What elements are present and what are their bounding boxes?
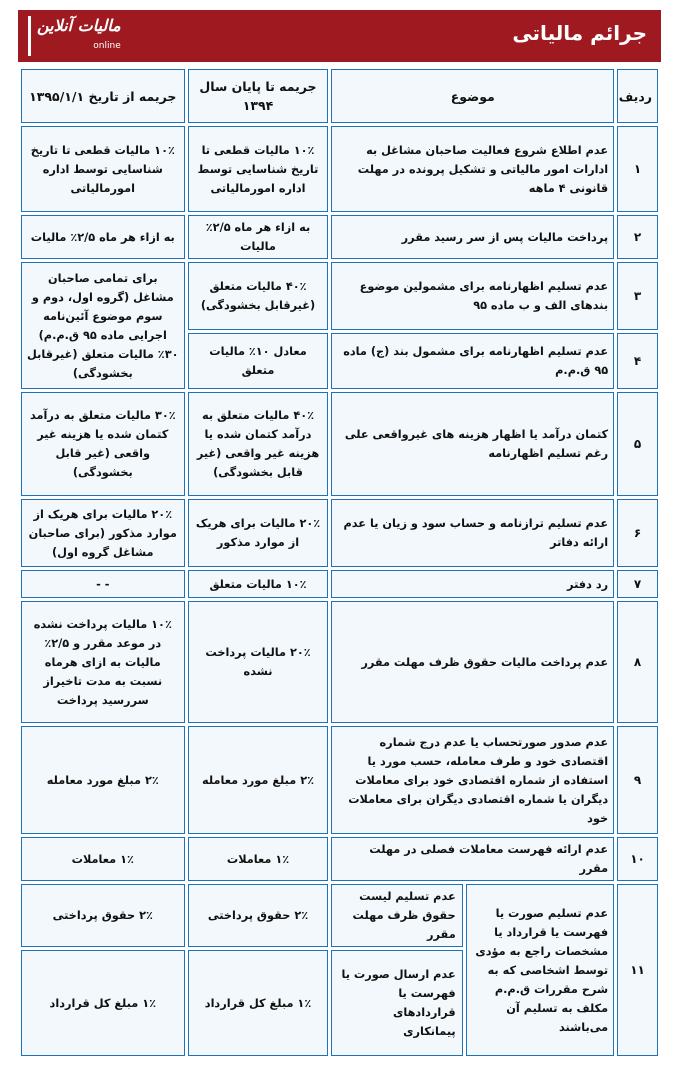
table-row — [21, 726, 658, 834]
row-penalty-until: ۱٪ مبلغ کل قرارداد — [188, 950, 329, 1056]
row-subject: عدم تسلیم ترازنامه و حساب سود و زیان یا عدم ارائه دفاتر — [331, 499, 614, 567]
row-subject-sub: عدم تسلیم لیست حقوق ظرف مهلت مقرر — [331, 884, 462, 947]
table-row — [21, 499, 658, 567]
col-subject-header: موضوع — [331, 69, 614, 123]
row-penalty-until: ۲٪ مبلغ مورد معامله — [188, 726, 329, 834]
page-header — [18, 10, 661, 62]
row-penalty-from: ۱٪ مبلغ کل قرارداد — [21, 950, 185, 1056]
table-row — [21, 837, 658, 881]
row-number: ۷ — [617, 570, 658, 598]
row-subject: عدم تسلیم اظهارنامه برای مشمولین موضوع بندهای الف و ب ماده ۹۵ — [331, 262, 614, 330]
row-subject: عدم تسلیم اظهارنامه برای مشمول بند (ج) ماده ۹۵ ق.م.م — [331, 333, 614, 389]
col-penalty-from-header: جریمه از تاریخ ۱۳۹۵/۱/۱ — [21, 69, 185, 123]
logo-text: مالیات آنلاین — [37, 16, 121, 35]
table-row — [21, 392, 658, 496]
row-number: ۵ — [617, 392, 658, 496]
row-penalty-from: به ازاء هر ماه ۲/۵٪ مالیات — [21, 215, 185, 259]
row-subject: کتمان درآمد یا اظهار هزینه های غیرواقعی علی رغم تسلیم اظهارنامه — [331, 392, 614, 496]
page-title: جرائم مالیاتی — [512, 21, 647, 45]
row-penalty-from: ۳۰٪ مالیات متعلق به درآمد کتمان شده یا هزینه غیر واقعی (غیر قابل بخشودگی) — [21, 392, 185, 496]
row-penalty-until: ۲۰٪ مالیات پرداخت نشده — [188, 601, 329, 723]
col-row-header: ردیف — [617, 69, 658, 123]
row-penalty-until: ۲٪ حقوق پرداختی — [188, 884, 329, 947]
row-penalty-until: ۲۰٪ مالیات برای هریک از موارد مذکور — [188, 499, 329, 567]
row-number: ۱۱ — [617, 884, 658, 1056]
row-penalty-from: ۱٪ معاملات — [21, 837, 185, 881]
row-penalty-from: ۱۰٪ مالیات قطعی تا تاریخ شناسایی توسط اداره امورمالیاتی — [21, 126, 185, 212]
row-penalty-until: ۱۰٪ مالیات متعلق — [188, 570, 329, 598]
row-penalty-from: ۲٪ حقوق پرداختی — [21, 884, 185, 947]
row-number: ۲ — [617, 215, 658, 259]
row-subject: رد دفتر — [331, 570, 614, 598]
row-subject-sub: عدم ارسال صورت یا فهرست یا قراردادهای پیمانکاری — [331, 950, 462, 1056]
logo-sub: online — [93, 41, 121, 51]
row-penalty-until: ۱٪ معاملات — [188, 837, 329, 881]
row-penalty-until: ۱۰٪ مالیات قطعی تا تاریخ شناسایی توسط اداره امورمالیاتی — [188, 126, 329, 212]
row-penalty-until: معادل ۱۰٪ مالیات متعلق — [188, 333, 329, 389]
site-logo — [28, 16, 121, 56]
row-penalty-until: به ازاء هر ماه ۲/۵٪ مالیات — [188, 215, 329, 259]
row-penalty-until: ۴۰٪ مالیات متعلق (غیرقابل بخشودگی) — [188, 262, 329, 330]
tax-crimes-table — [18, 66, 661, 1059]
table-row — [21, 126, 658, 212]
table-row — [21, 884, 658, 947]
row-subject: عدم اطلاع شروع فعالیت صاحبان مشاغل به ادارات امور مالیاتی و تشکیل پرونده در مهلت قانونی ۴ ماهه — [331, 126, 614, 212]
row-number: ۱۰ — [617, 837, 658, 881]
row-penalty-from: ۲۰٪ مالیات برای هریک از موارد مذکور (برای صاحبان مشاغل گروه اول) — [21, 499, 185, 567]
col-penalty-until-header: جریمه تا پایان سال ۱۳۹۴ — [188, 69, 329, 123]
table-row — [21, 215, 658, 259]
row-number: ۴ — [617, 333, 658, 389]
row-penalty-from: ۱۰٪ مالیات پرداخت نشده در موعد مقرر و ۲/۵٪ مالیات به ازای هرماه نسبت به مدت تاخیراز سررسید پرداخت — [21, 601, 185, 723]
row-number: ۶ — [617, 499, 658, 567]
row-subject: عدم صدور صورتحساب یا عدم درج شماره اقتصادی خود و طرف معامله، حسب مورد یا استفاده از شماره اقتصادی خود برای معاملات دیگران یا شماره اقتصادی دیگران برای معاملات خود — [331, 726, 614, 834]
row-penalty-from: برای تمامی صاحبان مشاغل (گروه اول، دوم و سوم موضوع آئین‌نامه اجرایی ماده ۹۵ ق.م.م) ۳۰٪ مالیات متعلق (غیرقابل بخشودگی) — [21, 262, 185, 389]
table-row — [21, 601, 658, 723]
row-penalty-from: - - — [21, 570, 185, 598]
table-header-row — [21, 69, 658, 123]
row-number: ۹ — [617, 726, 658, 834]
row-subject: عدم تسلیم صورت یا فهرست یا قرارداد یا مشخصات راجع به مؤدی توسط اشخاصی که به شرح مقررات ق.م.م مکلف به تسلیم آن می‌باشند — [466, 884, 614, 1056]
row-subject: عدم ارائه فهرست معاملات فصلی در مهلت مقرر — [331, 837, 614, 881]
table-row — [21, 262, 658, 330]
table-row — [21, 570, 658, 598]
row-penalty-until: ۴۰٪ مالیات متعلق به درآمد کتمان شده یا هزینه غیر واقعی (غیر قابل بخشودگی) — [188, 392, 329, 496]
row-number: ۱ — [617, 126, 658, 212]
row-number: ۳ — [617, 262, 658, 330]
row-penalty-from: ۲٪ مبلغ مورد معامله — [21, 726, 185, 834]
row-subject: عدم پرداخت مالیات حقوق ظرف مهلت مقرر — [331, 601, 614, 723]
row-number: ۸ — [617, 601, 658, 723]
row-subject: پرداخت مالیات پس از سر رسید مقرر — [331, 215, 614, 259]
